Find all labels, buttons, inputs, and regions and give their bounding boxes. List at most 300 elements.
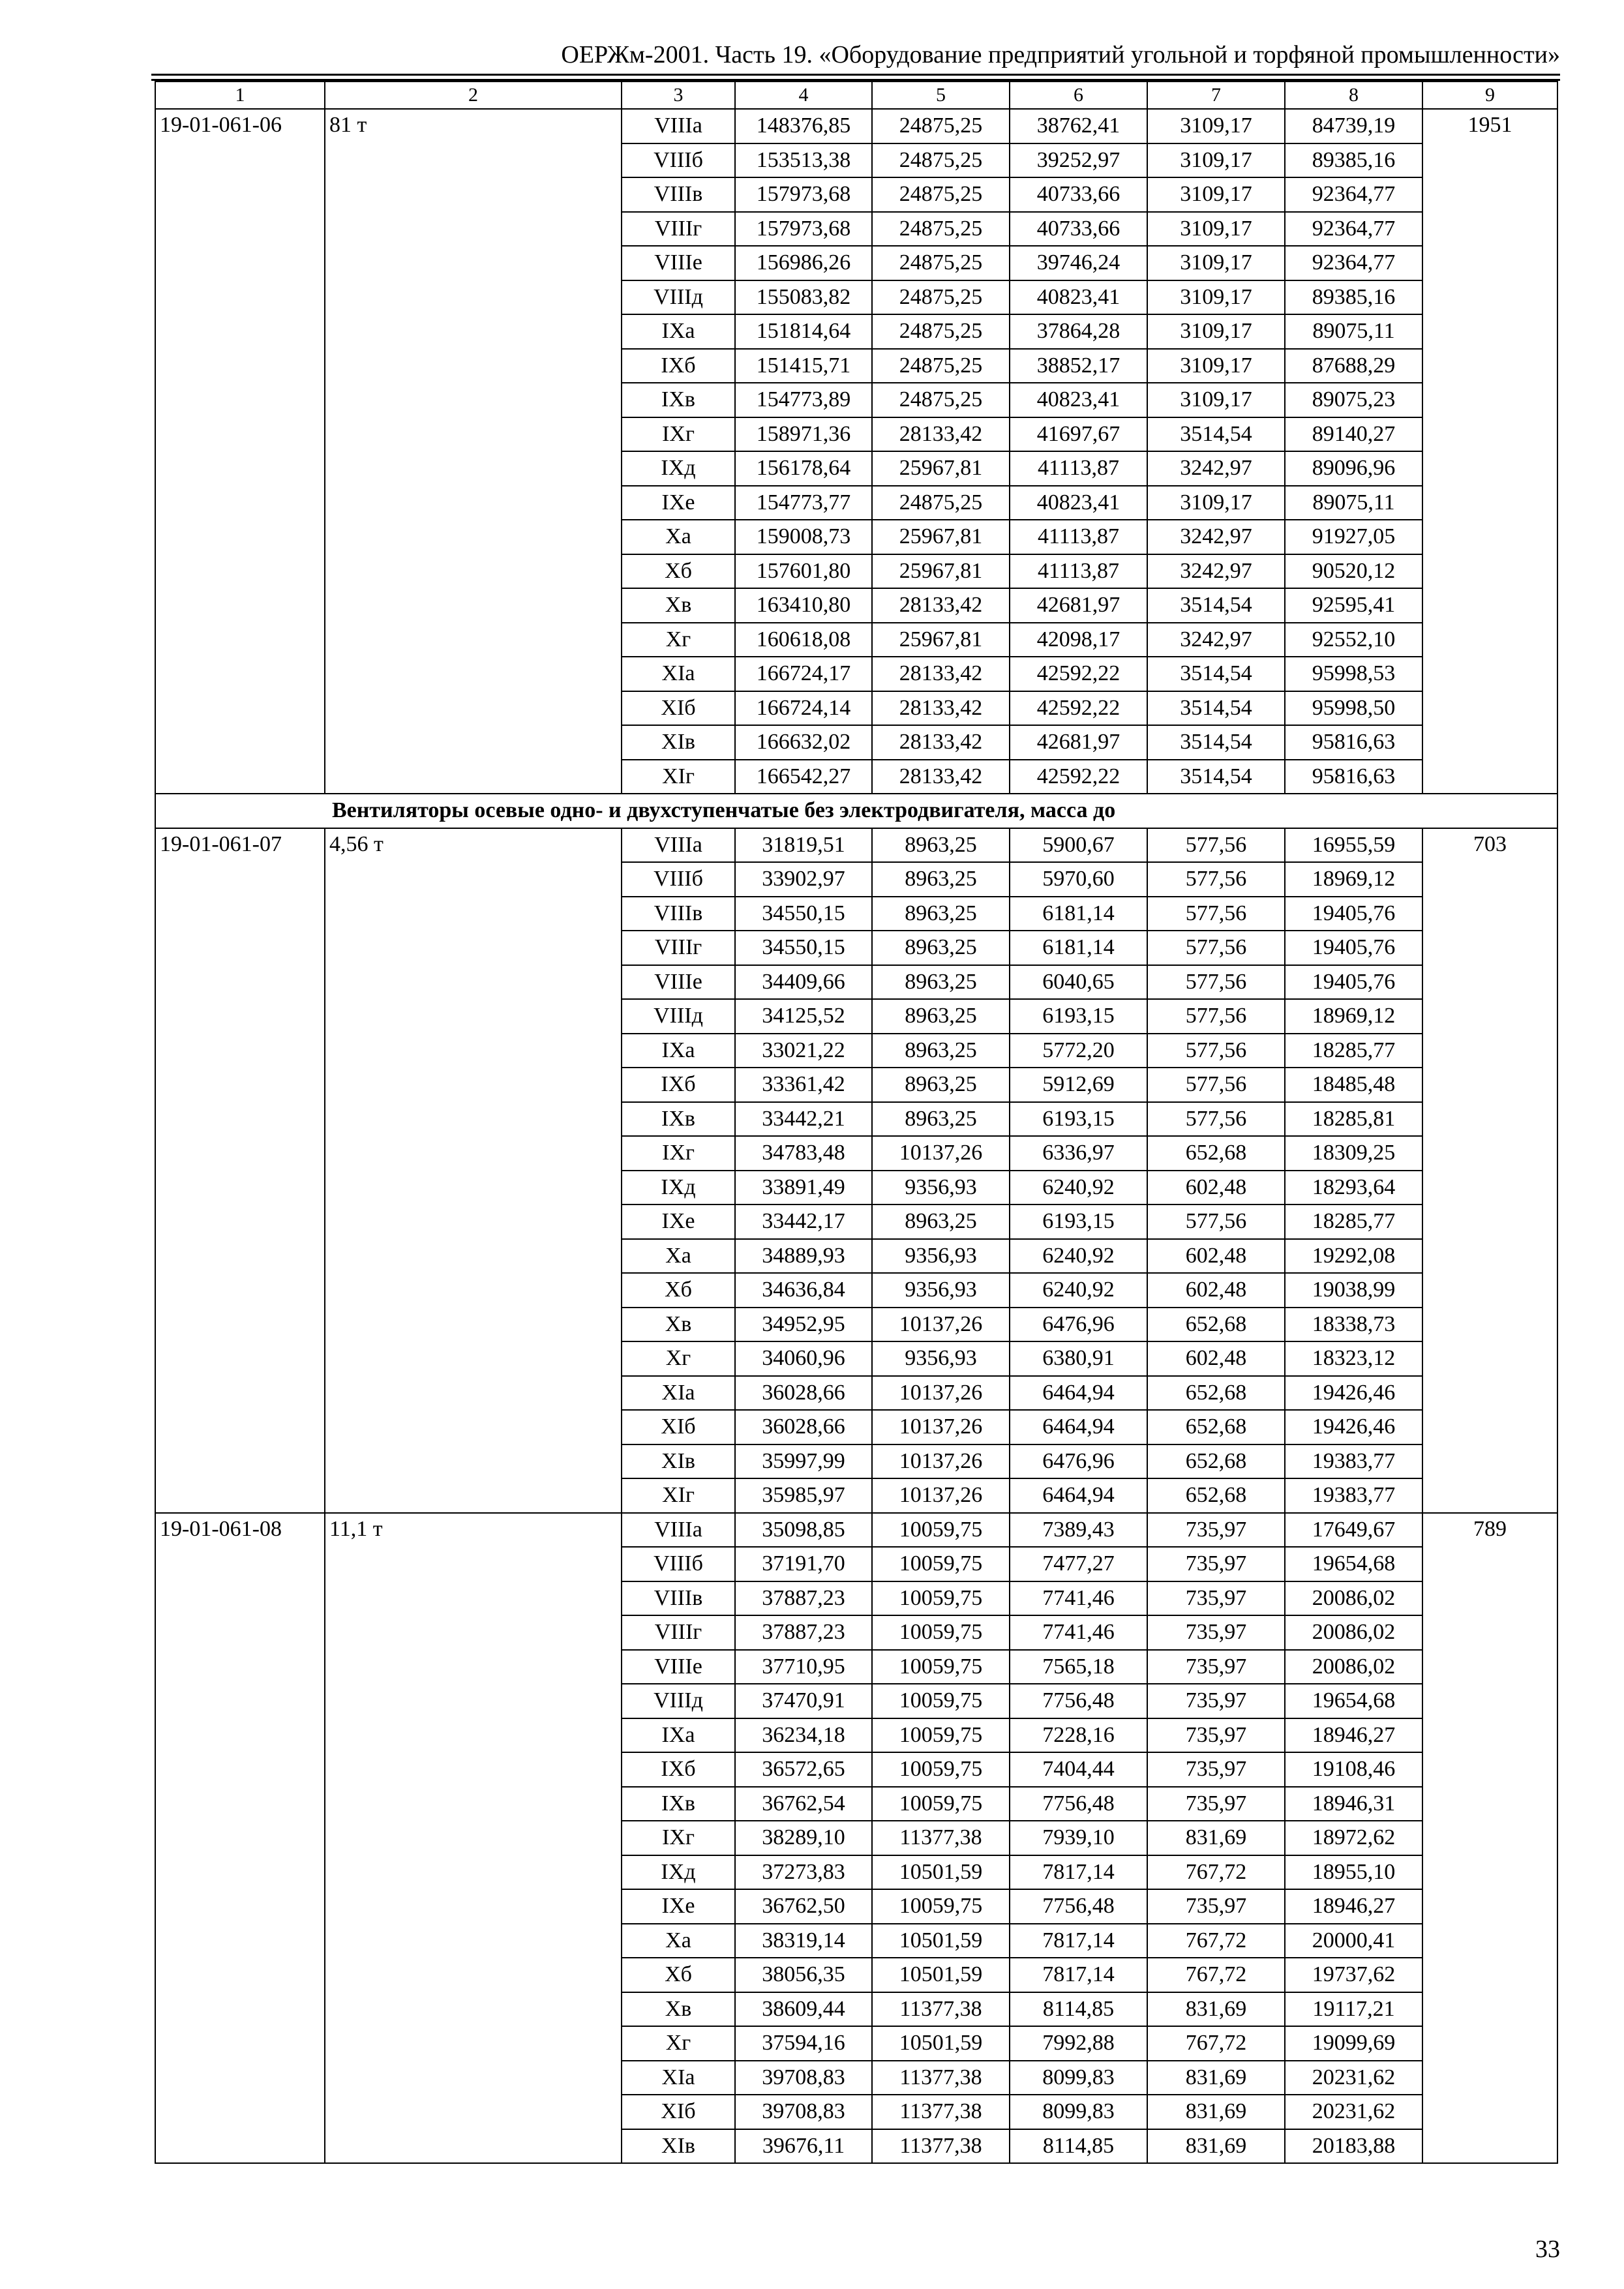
materials-cell: 19737,62 (1285, 1958, 1422, 1992)
wages-cell: 9356,93 (872, 1273, 1010, 1308)
machines-cell: 7477,27 (1010, 1547, 1147, 1581)
machines-cell: 41113,87 (1010, 554, 1147, 589)
total-cost-cell: 37470,91 (735, 1684, 872, 1718)
total-cost-cell: 34060,96 (735, 1341, 872, 1376)
total-cost-cell: 166724,14 (735, 691, 872, 726)
wages-cell: 25967,81 (872, 520, 1010, 554)
machine-wages-cell: 3109,17 (1147, 177, 1285, 212)
materials-cell: 89096,96 (1285, 451, 1422, 486)
materials-cell: 20000,41 (1285, 1924, 1422, 1958)
zone-cell: XIб (622, 2095, 735, 2129)
wages-cell: 10059,75 (872, 1787, 1010, 1821)
materials-cell: 20183,88 (1285, 2129, 1422, 2164)
total-cost-cell: 163410,80 (735, 588, 872, 623)
wages-cell: 24875,25 (872, 212, 1010, 247)
zone-cell: Xг (622, 1341, 735, 1376)
materials-cell: 16955,59 (1285, 828, 1422, 863)
machines-cell: 6380,91 (1010, 1341, 1147, 1376)
materials-cell: 19117,21 (1285, 1992, 1422, 2027)
running-header: ОЕРЖм-2001. Часть 19. «Оборудование предприятий угольной и торфяной промышленности» (561, 41, 1560, 68)
materials-cell: 17649,67 (1285, 1513, 1422, 1548)
zone-cell: VIIIв (622, 897, 735, 931)
table-row (155, 828, 1557, 863)
machines-cell: 42681,97 (1010, 725, 1147, 760)
item-name-cell: 11,1 т (325, 1513, 622, 2164)
machine-wages-cell: 577,56 (1147, 862, 1285, 897)
wages-cell: 24875,25 (872, 314, 1010, 349)
machines-cell: 6193,15 (1010, 1204, 1147, 1239)
machines-cell: 41113,87 (1010, 520, 1147, 554)
zone-cell: VIIIа (622, 109, 735, 143)
machines-cell: 5772,20 (1010, 1034, 1147, 1068)
materials-cell: 19405,76 (1285, 897, 1422, 931)
machines-cell: 6240,92 (1010, 1273, 1147, 1308)
machine-wages-cell: 577,56 (1147, 828, 1285, 863)
zone-cell: IXе (622, 1204, 735, 1239)
total-cost-cell: 34952,95 (735, 1308, 872, 1342)
wages-cell: 28133,42 (872, 725, 1010, 760)
machines-cell: 7565,18 (1010, 1650, 1147, 1684)
zone-cell: XIг (622, 1478, 735, 1513)
total-cost-cell: 159008,73 (735, 520, 872, 554)
machine-wages-cell: 602,48 (1147, 1341, 1285, 1376)
machine-wages-cell: 577,56 (1147, 1068, 1285, 1102)
wages-cell: 10059,75 (872, 1752, 1010, 1787)
wages-cell: 10137,26 (872, 1308, 1010, 1342)
zone-cell: VIIIг (622, 1615, 735, 1650)
materials-cell: 91927,05 (1285, 520, 1422, 554)
wages-cell: 10501,59 (872, 1924, 1010, 1958)
machines-cell: 8099,83 (1010, 2061, 1147, 2095)
materials-cell: 90520,12 (1285, 554, 1422, 589)
materials-cell: 18285,77 (1285, 1204, 1422, 1239)
machines-cell: 7741,46 (1010, 1615, 1147, 1650)
column-number-cell: 4 (735, 82, 872, 109)
machines-cell: 6193,15 (1010, 1102, 1147, 1137)
materials-cell: 89385,16 (1285, 143, 1422, 178)
zone-cell: VIIIб (622, 1547, 735, 1581)
total-cost-cell: 155083,82 (735, 280, 872, 315)
wages-cell: 25967,81 (872, 451, 1010, 486)
materials-cell: 92552,10 (1285, 623, 1422, 657)
machines-cell: 42592,22 (1010, 760, 1147, 794)
machine-wages-cell: 652,68 (1147, 1308, 1285, 1342)
zone-cell: VIIIе (622, 965, 735, 1000)
machines-cell: 8114,85 (1010, 1992, 1147, 2027)
zone-cell: Xб (622, 1273, 735, 1308)
machines-cell: 41113,87 (1010, 451, 1147, 486)
machines-cell: 42681,97 (1010, 588, 1147, 623)
total-cost-cell: 39708,83 (735, 2095, 872, 2129)
zone-cell: XIа (622, 657, 735, 691)
wages-cell: 24875,25 (872, 143, 1010, 178)
machine-wages-cell: 831,69 (1147, 2095, 1285, 2129)
materials-cell: 18955,10 (1285, 1855, 1422, 1890)
machines-cell: 7756,48 (1010, 1787, 1147, 1821)
zone-cell: IXб (622, 1068, 735, 1102)
machine-wages-cell: 602,48 (1147, 1239, 1285, 1274)
zone-cell: XIв (622, 2129, 735, 2164)
total-cost-cell: 148376,85 (735, 109, 872, 143)
machine-wages-cell: 735,97 (1147, 1581, 1285, 1616)
machine-wages-cell: 3242,97 (1147, 623, 1285, 657)
materials-cell: 18485,48 (1285, 1068, 1422, 1102)
total-cost-cell: 33361,42 (735, 1068, 872, 1102)
machine-wages-cell: 3109,17 (1147, 246, 1285, 280)
total-cost-cell: 36028,66 (735, 1410, 872, 1444)
zone-cell: IXа (622, 314, 735, 349)
item-name-cell: 81 т (325, 109, 622, 794)
total-cost-cell: 34125,52 (735, 999, 872, 1034)
total-cost-cell: 156986,26 (735, 246, 872, 280)
total-cost-cell: 34550,15 (735, 897, 872, 931)
machine-wages-cell: 577,56 (1147, 965, 1285, 1000)
materials-cell: 19405,76 (1285, 965, 1422, 1000)
machines-cell: 41697,67 (1010, 417, 1147, 452)
machines-cell: 7404,44 (1010, 1752, 1147, 1787)
wages-cell: 8963,25 (872, 1068, 1010, 1102)
wages-cell: 8963,25 (872, 862, 1010, 897)
machines-cell: 6464,94 (1010, 1410, 1147, 1444)
machine-wages-cell: 735,97 (1147, 1547, 1285, 1581)
total-cost-cell: 166724,17 (735, 657, 872, 691)
machine-wages-cell: 652,68 (1147, 1444, 1285, 1479)
zone-cell: Xв (622, 1992, 735, 2027)
machines-cell: 5912,69 (1010, 1068, 1147, 1102)
machine-wages-cell: 3109,17 (1147, 349, 1285, 383)
machines-cell: 7992,88 (1010, 2026, 1147, 2061)
machine-wages-cell: 602,48 (1147, 1273, 1285, 1308)
machines-cell: 7756,48 (1010, 1889, 1147, 1924)
materials-cell: 19292,08 (1285, 1239, 1422, 1274)
machines-cell: 6240,92 (1010, 1239, 1147, 1274)
wages-cell: 8963,25 (872, 1102, 1010, 1137)
zone-cell: XIб (622, 1410, 735, 1444)
total-cost-cell: 36762,50 (735, 1889, 872, 1924)
wages-cell: 28133,42 (872, 657, 1010, 691)
machines-cell: 6336,97 (1010, 1136, 1147, 1171)
materials-cell: 92595,41 (1285, 588, 1422, 623)
wages-cell: 10059,75 (872, 1513, 1010, 1548)
machines-cell: 5900,67 (1010, 828, 1147, 863)
machines-cell: 37864,28 (1010, 314, 1147, 349)
machines-cell: 40733,66 (1010, 212, 1147, 247)
zone-cell: XIа (622, 2061, 735, 2095)
machine-wages-cell: 3109,17 (1147, 143, 1285, 178)
total-cost-cell: 151814,64 (735, 314, 872, 349)
materials-cell: 19405,76 (1285, 931, 1422, 965)
wages-cell: 24875,25 (872, 280, 1010, 315)
zone-cell: IXв (622, 1102, 735, 1137)
total-cost-cell: 35985,97 (735, 1478, 872, 1513)
machines-cell: 38762,41 (1010, 109, 1147, 143)
materials-cell: 19426,46 (1285, 1410, 1422, 1444)
total-cost-cell: 154773,89 (735, 383, 872, 417)
materials-cell: 95998,53 (1285, 657, 1422, 691)
machine-wages-cell: 3242,97 (1147, 520, 1285, 554)
machines-cell: 7817,14 (1010, 1958, 1147, 1992)
total-cost-cell: 33442,17 (735, 1204, 872, 1239)
total-cost-cell: 33891,49 (735, 1171, 872, 1205)
machines-cell: 39746,24 (1010, 246, 1147, 280)
machines-cell: 40823,41 (1010, 383, 1147, 417)
materials-cell: 18969,12 (1285, 862, 1422, 897)
machine-wages-cell: 767,72 (1147, 1924, 1285, 1958)
zone-cell: IXд (622, 1171, 735, 1205)
machine-wages-cell: 831,69 (1147, 2129, 1285, 2164)
materials-cell: 95998,50 (1285, 691, 1422, 726)
zone-cell: VIIIе (622, 246, 735, 280)
machine-wages-cell: 735,97 (1147, 1615, 1285, 1650)
machine-wages-cell: 3109,17 (1147, 212, 1285, 247)
zone-cell: XIв (622, 1444, 735, 1479)
total-cost-cell: 38609,44 (735, 1992, 872, 2027)
column-number-cell: 6 (1010, 82, 1147, 109)
materials-cell: 19383,77 (1285, 1478, 1422, 1513)
wages-cell: 24875,25 (872, 383, 1010, 417)
machines-cell: 6476,96 (1010, 1444, 1147, 1479)
machines-cell: 6193,15 (1010, 999, 1147, 1034)
materials-cell: 92364,77 (1285, 246, 1422, 280)
rate-code-cell: 19-01-061-06 (155, 109, 325, 794)
labor-cell: 703 (1422, 828, 1557, 1513)
wages-cell: 11377,38 (872, 2129, 1010, 2164)
machines-cell: 6464,94 (1010, 1376, 1147, 1411)
machines-cell: 6181,14 (1010, 897, 1147, 931)
column-number-cell: 7 (1147, 82, 1285, 109)
machine-wages-cell: 735,97 (1147, 1787, 1285, 1821)
total-cost-cell: 34550,15 (735, 931, 872, 965)
materials-cell: 19654,68 (1285, 1684, 1422, 1718)
machine-wages-cell: 831,69 (1147, 1992, 1285, 2027)
total-cost-cell: 37594,16 (735, 2026, 872, 2061)
zone-cell: IXг (622, 1821, 735, 1855)
machine-wages-cell: 735,97 (1147, 1513, 1285, 1548)
zone-cell: Xа (622, 1239, 735, 1274)
machine-wages-cell: 577,56 (1147, 897, 1285, 931)
zone-cell: Xв (622, 588, 735, 623)
zone-cell: IXа (622, 1034, 735, 1068)
materials-cell: 92364,77 (1285, 212, 1422, 247)
wages-cell: 9356,93 (872, 1341, 1010, 1376)
machine-wages-cell: 3514,54 (1147, 760, 1285, 794)
wages-cell: 10137,26 (872, 1478, 1010, 1513)
labor-cell: 789 (1422, 1513, 1557, 2164)
zone-cell: VIIIв (622, 1581, 735, 1616)
machines-cell: 39252,97 (1010, 143, 1147, 178)
machines-cell: 42098,17 (1010, 623, 1147, 657)
machines-cell: 7817,14 (1010, 1855, 1147, 1890)
machines-cell: 8114,85 (1010, 2129, 1147, 2164)
machine-wages-cell: 735,97 (1147, 1889, 1285, 1924)
zone-cell: IXг (622, 1136, 735, 1171)
materials-cell: 95816,63 (1285, 760, 1422, 794)
machines-cell: 42592,22 (1010, 691, 1147, 726)
zone-cell: XIа (622, 1376, 735, 1411)
machine-wages-cell: 831,69 (1147, 1821, 1285, 1855)
machine-wages-cell: 3514,54 (1147, 691, 1285, 726)
section-title: Вентиляторы осевые одно- и двухступенчатые без электродвигателя, масса до (155, 794, 1557, 828)
total-cost-cell: 37887,23 (735, 1615, 872, 1650)
rate-code-cell: 19-01-061-07 (155, 828, 325, 1513)
zone-cell: IXд (622, 451, 735, 486)
total-cost-cell: 33902,97 (735, 862, 872, 897)
wages-cell: 28133,42 (872, 417, 1010, 452)
wages-cell: 11377,38 (872, 1992, 1010, 2027)
total-cost-cell: 37887,23 (735, 1581, 872, 1616)
total-cost-cell: 160618,08 (735, 623, 872, 657)
zone-cell: VIIIа (622, 828, 735, 863)
wages-cell: 10059,75 (872, 1889, 1010, 1924)
wages-cell: 10137,26 (872, 1136, 1010, 1171)
machine-wages-cell: 3514,54 (1147, 725, 1285, 760)
total-cost-cell: 34783,48 (735, 1136, 872, 1171)
materials-cell: 92364,77 (1285, 177, 1422, 212)
total-cost-cell: 36234,18 (735, 1718, 872, 1753)
total-cost-cell: 33442,21 (735, 1102, 872, 1137)
zone-cell: VIIIа (622, 1513, 735, 1548)
materials-cell: 20231,62 (1285, 2061, 1422, 2095)
section-title-row (155, 794, 1557, 828)
zone-cell: VIIIд (622, 280, 735, 315)
total-cost-cell: 156178,64 (735, 451, 872, 486)
zone-cell: Xг (622, 623, 735, 657)
machines-cell: 40733,66 (1010, 177, 1147, 212)
total-cost-cell: 153513,38 (735, 143, 872, 178)
wages-cell: 24875,25 (872, 486, 1010, 520)
machine-wages-cell: 3242,97 (1147, 554, 1285, 589)
zone-cell: VIIIг (622, 931, 735, 965)
machine-wages-cell: 767,72 (1147, 2026, 1285, 2061)
zone-cell: VIIIб (622, 862, 735, 897)
zone-cell: IXг (622, 417, 735, 452)
materials-cell: 89075,11 (1285, 486, 1422, 520)
materials-cell: 20086,02 (1285, 1615, 1422, 1650)
column-number-cell: 5 (872, 82, 1010, 109)
table-row (155, 109, 1557, 143)
zone-cell: Xб (622, 1958, 735, 1992)
zone-cell: VIIIв (622, 177, 735, 212)
total-cost-cell: 34409,66 (735, 965, 872, 1000)
materials-cell: 19654,68 (1285, 1547, 1422, 1581)
machines-cell: 40823,41 (1010, 486, 1147, 520)
materials-cell: 87688,29 (1285, 349, 1422, 383)
total-cost-cell: 36762,54 (735, 1787, 872, 1821)
zone-cell: XIг (622, 760, 735, 794)
machines-cell: 40823,41 (1010, 280, 1147, 315)
machine-wages-cell: 3514,54 (1147, 657, 1285, 691)
machines-cell: 7817,14 (1010, 1924, 1147, 1958)
machines-cell: 6464,94 (1010, 1478, 1147, 1513)
zone-cell: IXв (622, 383, 735, 417)
total-cost-cell: 38289,10 (735, 1821, 872, 1855)
machine-wages-cell: 3242,97 (1147, 451, 1285, 486)
materials-cell: 20231,62 (1285, 2095, 1422, 2129)
machines-cell: 6476,96 (1010, 1308, 1147, 1342)
total-cost-cell: 33021,22 (735, 1034, 872, 1068)
wages-cell: 24875,25 (872, 349, 1010, 383)
wages-cell: 24875,25 (872, 177, 1010, 212)
total-cost-cell: 151415,71 (735, 349, 872, 383)
wages-cell: 8963,25 (872, 999, 1010, 1034)
machine-wages-cell: 577,56 (1147, 1034, 1285, 1068)
machines-cell: 7741,46 (1010, 1581, 1147, 1616)
wages-cell: 11377,38 (872, 1821, 1010, 1855)
materials-cell: 20086,02 (1285, 1581, 1422, 1616)
machines-cell: 7228,16 (1010, 1718, 1147, 1753)
wages-cell: 9356,93 (872, 1171, 1010, 1205)
materials-cell: 89075,11 (1285, 314, 1422, 349)
zone-cell: Xа (622, 1924, 735, 1958)
materials-cell: 18946,27 (1285, 1889, 1422, 1924)
total-cost-cell: 154773,77 (735, 486, 872, 520)
machine-wages-cell: 831,69 (1147, 2061, 1285, 2095)
zone-cell: XIб (622, 691, 735, 726)
wages-cell: 8963,25 (872, 1204, 1010, 1239)
wages-cell: 10137,26 (872, 1444, 1010, 1479)
materials-cell: 18969,12 (1285, 999, 1422, 1034)
column-number-cell: 3 (622, 82, 735, 109)
column-number-cell: 2 (325, 82, 622, 109)
rate-code-cell: 19-01-061-08 (155, 1513, 325, 2164)
machines-cell: 7389,43 (1010, 1513, 1147, 1548)
machine-wages-cell: 577,56 (1147, 931, 1285, 965)
total-cost-cell: 37710,95 (735, 1650, 872, 1684)
zone-cell: IXе (622, 486, 735, 520)
table-row (155, 1513, 1557, 1548)
materials-cell: 20086,02 (1285, 1650, 1422, 1684)
column-number-row (155, 82, 1557, 109)
wages-cell: 24875,25 (872, 246, 1010, 280)
materials-cell: 19108,46 (1285, 1752, 1422, 1787)
total-cost-cell: 39708,83 (735, 2061, 872, 2095)
machine-wages-cell: 652,68 (1147, 1376, 1285, 1411)
wages-cell: 10501,59 (872, 2026, 1010, 2061)
zone-cell: Xв (622, 1308, 735, 1342)
wages-cell: 10059,75 (872, 1615, 1010, 1650)
column-number-cell: 1 (155, 82, 325, 109)
wages-cell: 8963,25 (872, 897, 1010, 931)
total-cost-cell: 35997,99 (735, 1444, 872, 1479)
machine-wages-cell: 3109,17 (1147, 109, 1285, 143)
materials-cell: 19426,46 (1285, 1376, 1422, 1411)
machine-wages-cell: 3514,54 (1147, 588, 1285, 623)
materials-cell: 19383,77 (1285, 1444, 1422, 1479)
total-cost-cell: 38319,14 (735, 1924, 872, 1958)
total-cost-cell: 34636,84 (735, 1273, 872, 1308)
zone-cell: VIIIб (622, 143, 735, 178)
wages-cell: 8963,25 (872, 965, 1010, 1000)
wages-cell: 10059,75 (872, 1650, 1010, 1684)
machine-wages-cell: 735,97 (1147, 1684, 1285, 1718)
zone-cell: VIIIд (622, 999, 735, 1034)
wages-cell: 8963,25 (872, 1034, 1010, 1068)
machine-wages-cell: 767,72 (1147, 1855, 1285, 1890)
header-rule (151, 74, 1560, 76)
total-cost-cell: 157601,80 (735, 554, 872, 589)
total-cost-cell: 158971,36 (735, 417, 872, 452)
wages-cell: 10137,26 (872, 1376, 1010, 1411)
zone-cell: IXв (622, 1787, 735, 1821)
total-cost-cell: 37273,83 (735, 1855, 872, 1890)
column-number-cell: 9 (1422, 82, 1557, 109)
machines-cell: 8099,83 (1010, 2095, 1147, 2129)
wages-cell: 11377,38 (872, 2095, 1010, 2129)
zone-cell: IXа (622, 1718, 735, 1753)
zone-cell: Xб (622, 554, 735, 589)
machines-cell: 6040,65 (1010, 965, 1147, 1000)
materials-cell: 89385,16 (1285, 280, 1422, 315)
